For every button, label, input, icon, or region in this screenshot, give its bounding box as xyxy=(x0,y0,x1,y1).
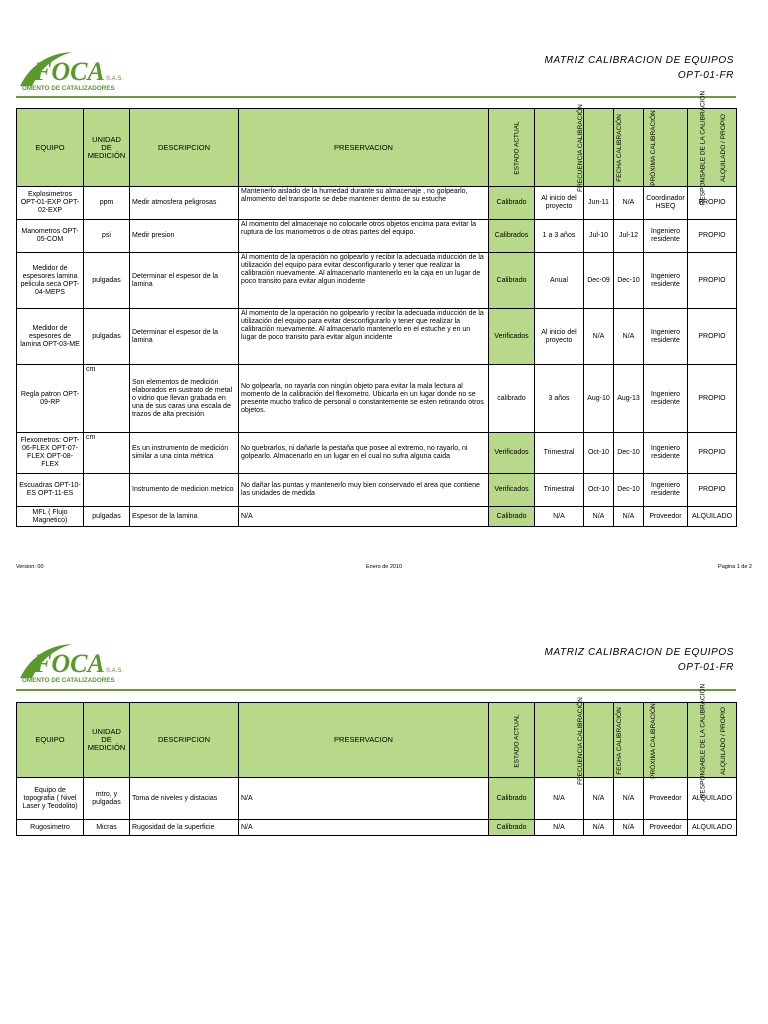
calibration-table xyxy=(16,90,737,527)
table-row xyxy=(17,778,737,820)
svg-text:OMENTO DE CATALIZADORES: OMENTO DE CATALIZADORES xyxy=(22,677,115,684)
cell-estado: Verificados xyxy=(489,309,535,365)
cell-equipo: MFL ( Flujo Magnetico) xyxy=(17,507,84,527)
table-row xyxy=(17,365,737,433)
column-header-frecuencia: FRECUENCIA CALIBRACIÓN xyxy=(535,703,584,778)
cell-fecha: N/A xyxy=(584,820,614,836)
footer-page-number: Pagina 1 de 2 xyxy=(718,564,752,570)
column-header-fecha: FECHA CALIBRACIÓN xyxy=(584,703,614,778)
cell-alquilado: PROPIO xyxy=(688,220,737,253)
table-header-row xyxy=(17,703,737,778)
cell-preservacion: Al momento de la operación no golpearlo y recibir la adecuada inducción de la utilización del equipo para evitar desconfigurarlo y tener que realizar la calibración nuevamente. Al almacenarlo mantenerlo en el estuche y en un lugar de poco transito para evitar algun incidente xyxy=(239,309,489,365)
cell-frecuencia: 1 a 3 años xyxy=(535,220,584,253)
cell-unidad: pulgadas xyxy=(84,309,130,365)
cell-alquilado: PROPIO xyxy=(688,365,737,433)
cell-frecuencia: N/A xyxy=(535,507,584,527)
cell-frecuencia: Al inicio del proyecto xyxy=(535,309,584,365)
cell-preservacion: No dañar las puntas y mantenerlo muy bien conservado el area que contiene las unidades de medida xyxy=(239,474,489,507)
cell-estado: Calibrado xyxy=(489,187,535,220)
footer-version: Version: 00 xyxy=(16,564,44,570)
column-header-preservacion: PRESERVACION xyxy=(239,109,489,187)
cell-frecuencia: Trimestral xyxy=(535,433,584,474)
column-header-estado: ESTADO ACTUAL xyxy=(489,703,535,778)
cell-unidad: cm xyxy=(84,433,130,474)
document-code: OPT-01-FR xyxy=(677,662,734,673)
cell-proxima: N/A xyxy=(614,778,644,820)
cell-fecha: Jul-10 xyxy=(584,220,614,253)
footer-date: Enero de 2010 xyxy=(366,564,403,570)
column-header-unidad: UNIDAD DE MEDICIÓN xyxy=(84,703,130,778)
cell-unidad: mtro, y pulgadas xyxy=(84,778,130,820)
cell-responsable: Ingeniero residente xyxy=(644,220,688,253)
column-header-proxima: PRÓXIMA CALIBRACIÓN xyxy=(614,109,644,187)
cell-alquilado: PROPIO xyxy=(688,253,737,309)
cell-frecuencia: 3 años xyxy=(535,365,584,433)
cell-preservacion: N/A xyxy=(239,820,489,836)
cell-unidad: pulgadas xyxy=(84,507,130,527)
cell-descripcion: Es un instrumento de medición similar a una cinta métrica xyxy=(130,433,239,474)
cell-responsable: Coordinador HSEQ xyxy=(644,187,688,220)
column-header-proxima: PRÓXIMA CALIBRACIÓN xyxy=(614,703,644,778)
cell-alquilado: ALQUILADO xyxy=(688,507,737,527)
cell-estado: calibrado xyxy=(489,365,535,433)
cell-alquilado: PROPIO xyxy=(688,433,737,474)
cell-estado: Calibrado xyxy=(489,778,535,820)
document-title-block xyxy=(545,53,734,83)
cell-unidad: psi xyxy=(84,220,130,253)
table-row xyxy=(17,507,737,527)
column-header-alquilado: ALQUILADO / PROPIO xyxy=(688,703,737,778)
column-header-equipo: EQUIPO xyxy=(17,109,84,187)
cell-alquilado: PROPIO xyxy=(688,474,737,507)
cell-frecuencia: N/A xyxy=(535,820,584,836)
cell-preservacion: N/A xyxy=(239,778,489,820)
cell-proxima: Dec-10 xyxy=(614,253,644,309)
column-header-equipo: EQUIPO xyxy=(17,703,84,778)
cell-frecuencia: Anual xyxy=(535,253,584,309)
cell-proxima: N/A xyxy=(614,820,644,836)
cell-frecuencia: N/A xyxy=(535,778,584,820)
table-header-row xyxy=(17,109,737,187)
column-header-fecha: FECHA CALIBRACIÓN xyxy=(584,109,614,187)
svg-text:S.A.S.: S.A.S. xyxy=(106,668,124,674)
cell-descripcion: Son elementos de medición elaborados en sustrato de metal o vidrio que llevan grabada en una de sus caras una escala de trazos de alta precisión xyxy=(130,365,239,433)
cell-alquilado: ALQUILADO xyxy=(688,820,737,836)
cell-responsable: Ingeniero residente xyxy=(644,433,688,474)
cell-proxima: N/A xyxy=(614,507,644,527)
table-row xyxy=(17,433,737,474)
cell-preservacion: Mantenerlo aislado de la humedad durante su almacenaje , no golpearlo, almomento del transporte se debe mantener dentro de su estuche xyxy=(239,187,489,220)
cell-equipo: Escuadras OPT-10-ES OPT-11-ES xyxy=(17,474,84,507)
document-title-block xyxy=(545,645,734,675)
cell-fecha: Aug-10 xyxy=(584,365,614,433)
cell-responsable: Ingeniero residente xyxy=(644,474,688,507)
cell-unidad: cm xyxy=(84,365,130,433)
cell-responsable: Proveedor xyxy=(644,507,688,527)
cell-alquilado: ALQUILADO xyxy=(688,778,737,820)
company-logo xyxy=(14,640,144,686)
cell-fecha: Oct-10 xyxy=(584,433,614,474)
cell-responsable: Proveedor xyxy=(644,820,688,836)
cell-fecha: N/A xyxy=(584,309,614,365)
cell-fecha: Jun-11 xyxy=(584,187,614,220)
cell-descripcion: Medir atmosfera peligrosas xyxy=(130,187,239,220)
cell-equipo: Regla patron OPT-09-RP xyxy=(17,365,84,433)
cell-estado: Calibrado xyxy=(489,507,535,527)
cell-descripcion: Espesor de la lamina xyxy=(130,507,239,527)
cell-proxima: Aug-13 xyxy=(614,365,644,433)
column-header-responsable: RESPONSABLE DE LA CALIBRACIÓN xyxy=(644,109,688,187)
cell-unidad xyxy=(84,474,130,507)
cell-equipo: Explosimetros OPT-01-EXP OPT-02-EXP xyxy=(17,187,84,220)
table-row xyxy=(17,474,737,507)
cell-proxima: Dec-10 xyxy=(614,474,644,507)
cell-alquilado: PROPIO xyxy=(688,187,737,220)
cell-proxima: Jul-12 xyxy=(614,220,644,253)
cell-frecuencia: Al inicio del proyecto xyxy=(535,187,584,220)
cell-fecha: N/A xyxy=(584,507,614,527)
cell-descripcion: Medir presion xyxy=(130,220,239,253)
cell-fecha: N/A xyxy=(584,778,614,820)
cell-responsable: Ingeniero residente xyxy=(644,253,688,309)
table-row xyxy=(17,309,737,365)
column-header-frecuencia: FRECUENCIA CALIBRACIÓN xyxy=(535,109,584,187)
cell-estado: Verificados xyxy=(489,433,535,474)
cell-estado: Verificados xyxy=(489,474,535,507)
cell-fecha: Oct-10 xyxy=(584,474,614,507)
cell-frecuencia: Trimestral xyxy=(535,474,584,507)
cell-estado: Calibrados xyxy=(489,220,535,253)
cell-descripcion: Determinar el espesor de la lamina xyxy=(130,253,239,309)
cell-fecha: Dec-09 xyxy=(584,253,614,309)
column-header-descripcion: DESCRIPCION xyxy=(130,109,239,187)
cell-estado: Calibrado xyxy=(489,820,535,836)
cell-equipo: Medidor de espesores lamina pelicula seca OPT-04-MEPS xyxy=(17,253,84,309)
document-code: OPT-01-FR xyxy=(677,70,734,81)
cell-preservacion: Al momento de la operación no golpearlo y recibir la adecuada inducción de la utilización del equipo para evitar desconfigurarlo y tener que realizar la calibración nuevamente. Al almacenarlo mantenerlo en la caja en un lugar de poco transito para evitar algun incidente xyxy=(239,253,489,309)
calibration-table xyxy=(16,683,737,836)
cell-preservacion: No golpearla, no rayarla con ningún objeto para evitar la mala lectura al momento de la calibración del flexometro. Ubicarla en un lugar donde no se presente mucho trafico de personal o constantemente se esten retirando otros objetos. xyxy=(239,365,489,433)
column-header-responsable: RESPONSABLE DE LA CALIBRACIÓN xyxy=(644,703,688,778)
cell-unidad: pulgadas xyxy=(84,253,130,309)
table-row xyxy=(17,253,737,309)
document-title: MATRIZ CALIBRACION DE EQUIPOS xyxy=(544,55,734,66)
cell-proxima: Dec-10 xyxy=(614,433,644,474)
cell-descripcion: Rugosidad de la superficie xyxy=(130,820,239,836)
document-title: MATRIZ CALIBRACION DE EQUIPOS xyxy=(544,647,734,658)
cell-estado: Calibrado xyxy=(489,253,535,309)
company-logo xyxy=(14,48,144,94)
table-row xyxy=(17,187,737,220)
table-row xyxy=(17,220,737,253)
cell-preservacion: No quebrarlos, ni dañarle la pestaña que posee al extremo, no rayarlo, ni golpearlo. Almacenarlo en un lugar en el cual no sufra alguna caida xyxy=(239,433,489,474)
cell-descripcion: Toma de niveles y distacias xyxy=(130,778,239,820)
cell-proxima: N/A xyxy=(614,187,644,220)
svg-text:S.A.S.: S.A.S. xyxy=(106,76,124,82)
cell-unidad: Micras xyxy=(84,820,130,836)
column-header-estado: ESTADO ACTUAL xyxy=(489,109,535,187)
cell-proxima: N/A xyxy=(614,309,644,365)
table-row xyxy=(17,820,737,836)
cell-descripcion: Determinar el espesor de la lamina xyxy=(130,309,239,365)
column-header-descripcion: DESCRIPCION xyxy=(130,703,239,778)
svg-text:FOCA: FOCA xyxy=(34,57,105,86)
cell-responsable: Ingeniero residente xyxy=(644,309,688,365)
cell-alquilado: PROPIO xyxy=(688,309,737,365)
svg-text:OMENTO DE CATALIZADORES: OMENTO DE CATALIZADORES xyxy=(22,85,115,92)
column-header-alquilado: ALQUILADO / PROPIO xyxy=(688,109,737,187)
cell-unidad: ppm xyxy=(84,187,130,220)
column-header-preservacion: PRESERVACION xyxy=(239,703,489,778)
cell-responsable: Proveedor xyxy=(644,778,688,820)
header-rule xyxy=(16,96,736,98)
header-rule xyxy=(16,689,736,691)
cell-equipo: Flexometros: OPT-06-FLEX OPT-07-FLEX OPT-08-FLEX xyxy=(17,433,84,474)
cell-preservacion: N/A xyxy=(239,507,489,527)
cell-equipo: Medidor de espesores de lamina OPT-03-ME xyxy=(17,309,84,365)
cell-descripcion: Instrumento de medicion metrico xyxy=(130,474,239,507)
cell-preservacion: Al momento del almacenaje no colocarle otros objetos encima para evitar la ruptura de los manometros o de otras partes del equipo. xyxy=(239,220,489,253)
cell-equipo: Equipo de topografia ( Nivel Laser y Teodolito) xyxy=(17,778,84,820)
cell-equipo: Rugosimetro xyxy=(17,820,84,836)
svg-text:FOCA: FOCA xyxy=(34,649,105,678)
cell-equipo: Manometros OPT-05-COM xyxy=(17,220,84,253)
column-header-unidad: UNIDAD DE MEDICIÓN xyxy=(84,109,130,187)
cell-responsable: Ingeniero residente xyxy=(644,365,688,433)
